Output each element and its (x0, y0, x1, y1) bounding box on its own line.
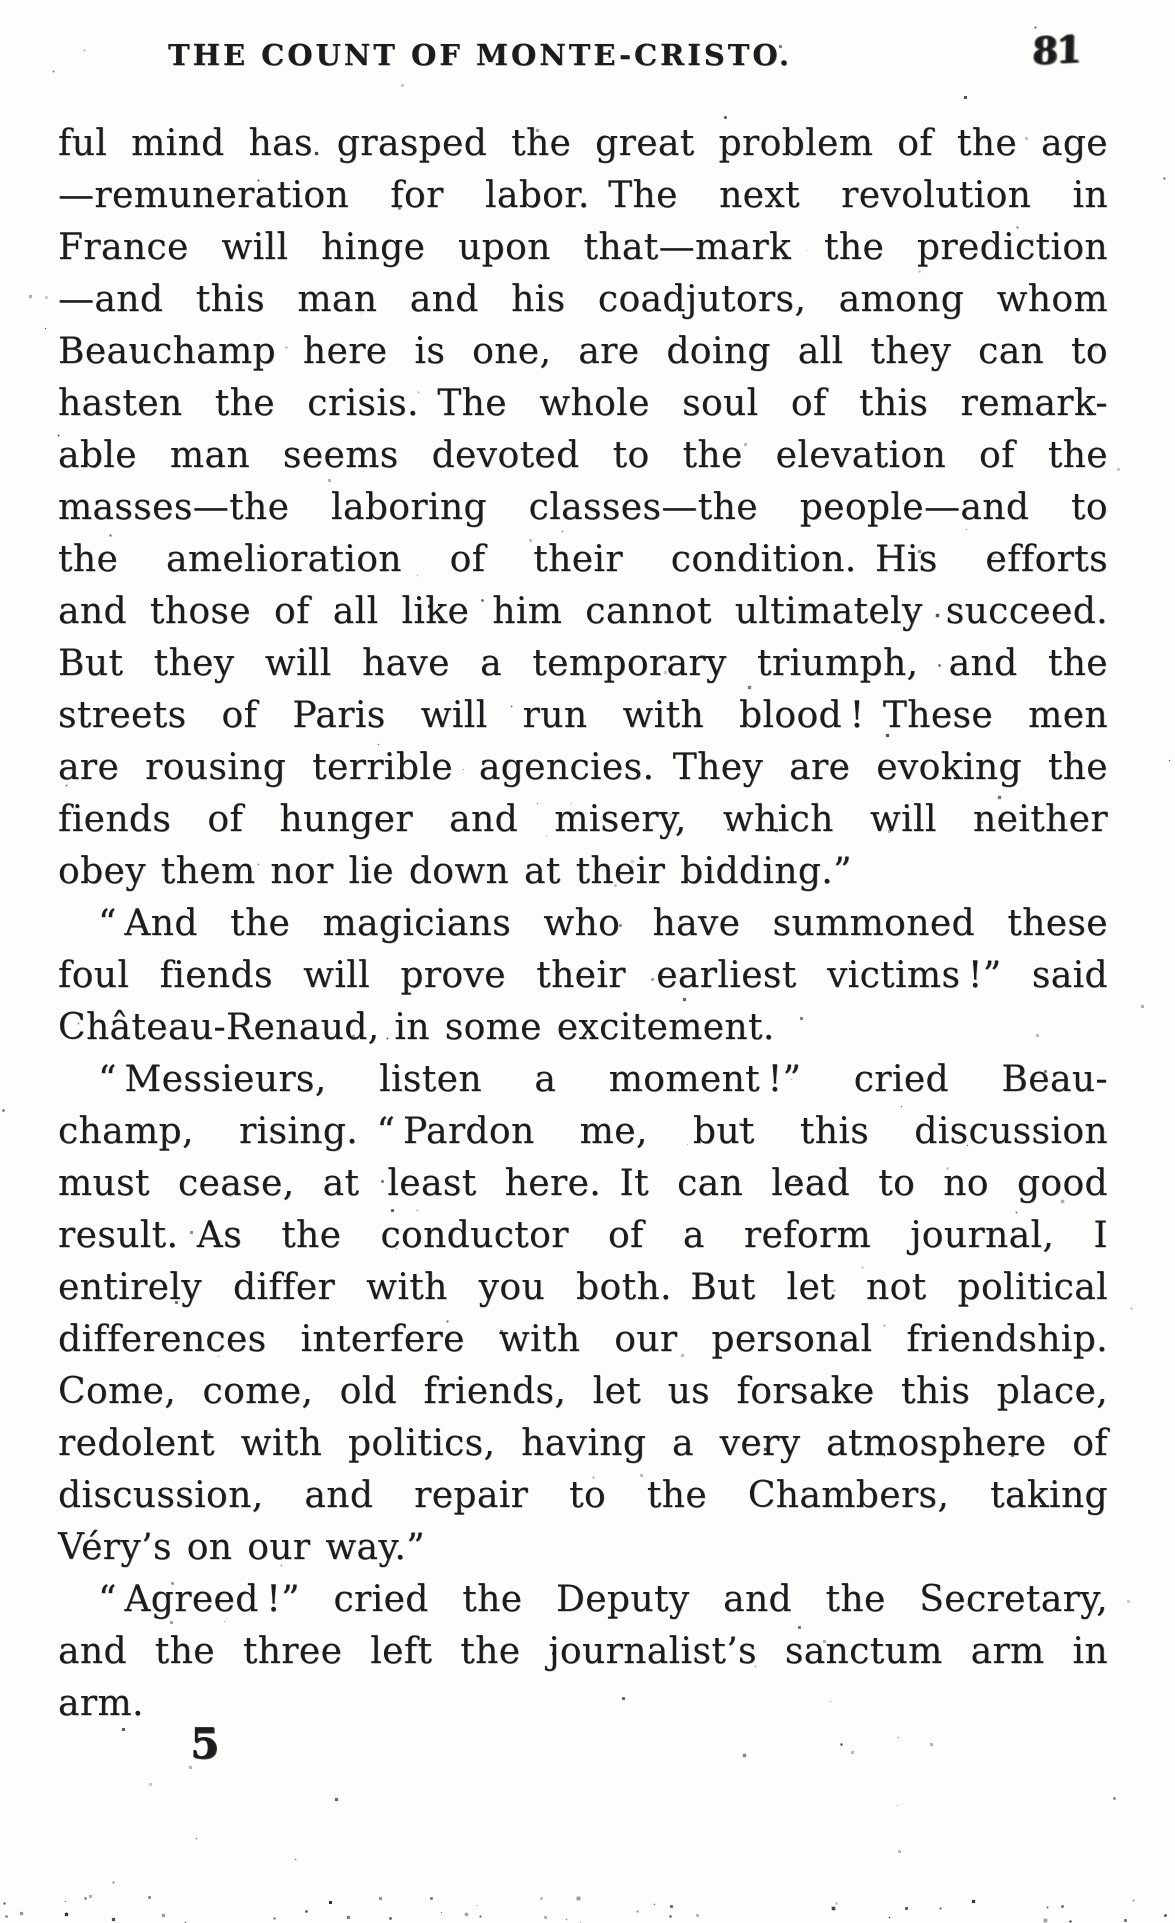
text-line: arm. (58, 1683, 144, 1724)
text-line: masses—the laboring classes—the people—and to (58, 487, 1108, 528)
text-line: ful mind has grasped the great problem of the age (58, 123, 1108, 164)
page-title: THE COUNT OF MONTE-CRISTO. (167, 38, 792, 72)
text-line: France will hinge upon that—mark the prediction (58, 227, 1108, 268)
text-line: Véry’s on our way.” (58, 1527, 426, 1568)
text-line: must cease, at least here. It can lead to no good (58, 1163, 1108, 1204)
text-line: are rousing terrible agencies. They are evoking the (58, 747, 1108, 788)
text-line: But they will have a temporary triumph, and the (58, 643, 1108, 684)
text-line: —and this man and his coadjutors, among whom (58, 279, 1108, 320)
text-line: the amelioration of their condition. His efforts (58, 539, 1108, 580)
page-body (58, 118, 1108, 1730)
text-line: and those of all like him cannot ultimately succeed. (58, 591, 1108, 632)
text-line: obey them nor lie down at their bidding.” (58, 851, 852, 892)
text-line: foul fiends will prove their earliest victims !” said (58, 955, 1108, 996)
text-line: hasten the crisis. The whole soul of this remark- (58, 383, 1108, 424)
text-line: redolent with politics, having a very atmosphere of (58, 1423, 1108, 1464)
page-number: 81 (1031, 26, 1080, 74)
text-line: Beauchamp here is one, are doing all they can to (58, 331, 1108, 372)
text-line: champ, rising. “ Pardon me, but this discussion (58, 1111, 1108, 1152)
running-head (0, 26, 1175, 88)
text-line: discussion, and repair to the Chambers, taking (58, 1475, 1108, 1516)
text-line: and the three left the journalist’s sanctum arm in (58, 1631, 1108, 1672)
paragraph (58, 898, 1108, 1054)
text-line: Come, come, old friends, let us forsake this place, (58, 1371, 1108, 1412)
text-line: result. As the conductor of a reform journal, I (58, 1215, 1108, 1256)
text-line: “ And the magicians who have summoned these (98, 903, 1108, 944)
text-line: fiends of hunger and misery, which will neither (58, 799, 1108, 840)
paragraph (58, 1574, 1108, 1730)
paragraph (58, 1054, 1108, 1574)
text-line: entirely differ with you both. But let not political (58, 1267, 1108, 1308)
text-line: —remuneration for labor. The next revolution in (58, 175, 1108, 216)
text-line: able man seems devoted to the elevation of the (58, 435, 1108, 476)
text-line: differences interfere with our personal friendship. (58, 1319, 1108, 1360)
text-line: Château-Renaud, in some excitement. (58, 1007, 775, 1048)
text-line: “ Agreed !” cried the Deputy and the Secretary, (98, 1579, 1108, 1620)
text-line: streets of Paris will run with blood ! These men (58, 695, 1108, 736)
signature-mark: 5 (190, 1719, 220, 1768)
scan-noise (0, 0, 1, 1)
text-line: “ Messieurs, listen a moment !” cried Beau- (98, 1059, 1108, 1100)
paragraph (58, 118, 1108, 898)
